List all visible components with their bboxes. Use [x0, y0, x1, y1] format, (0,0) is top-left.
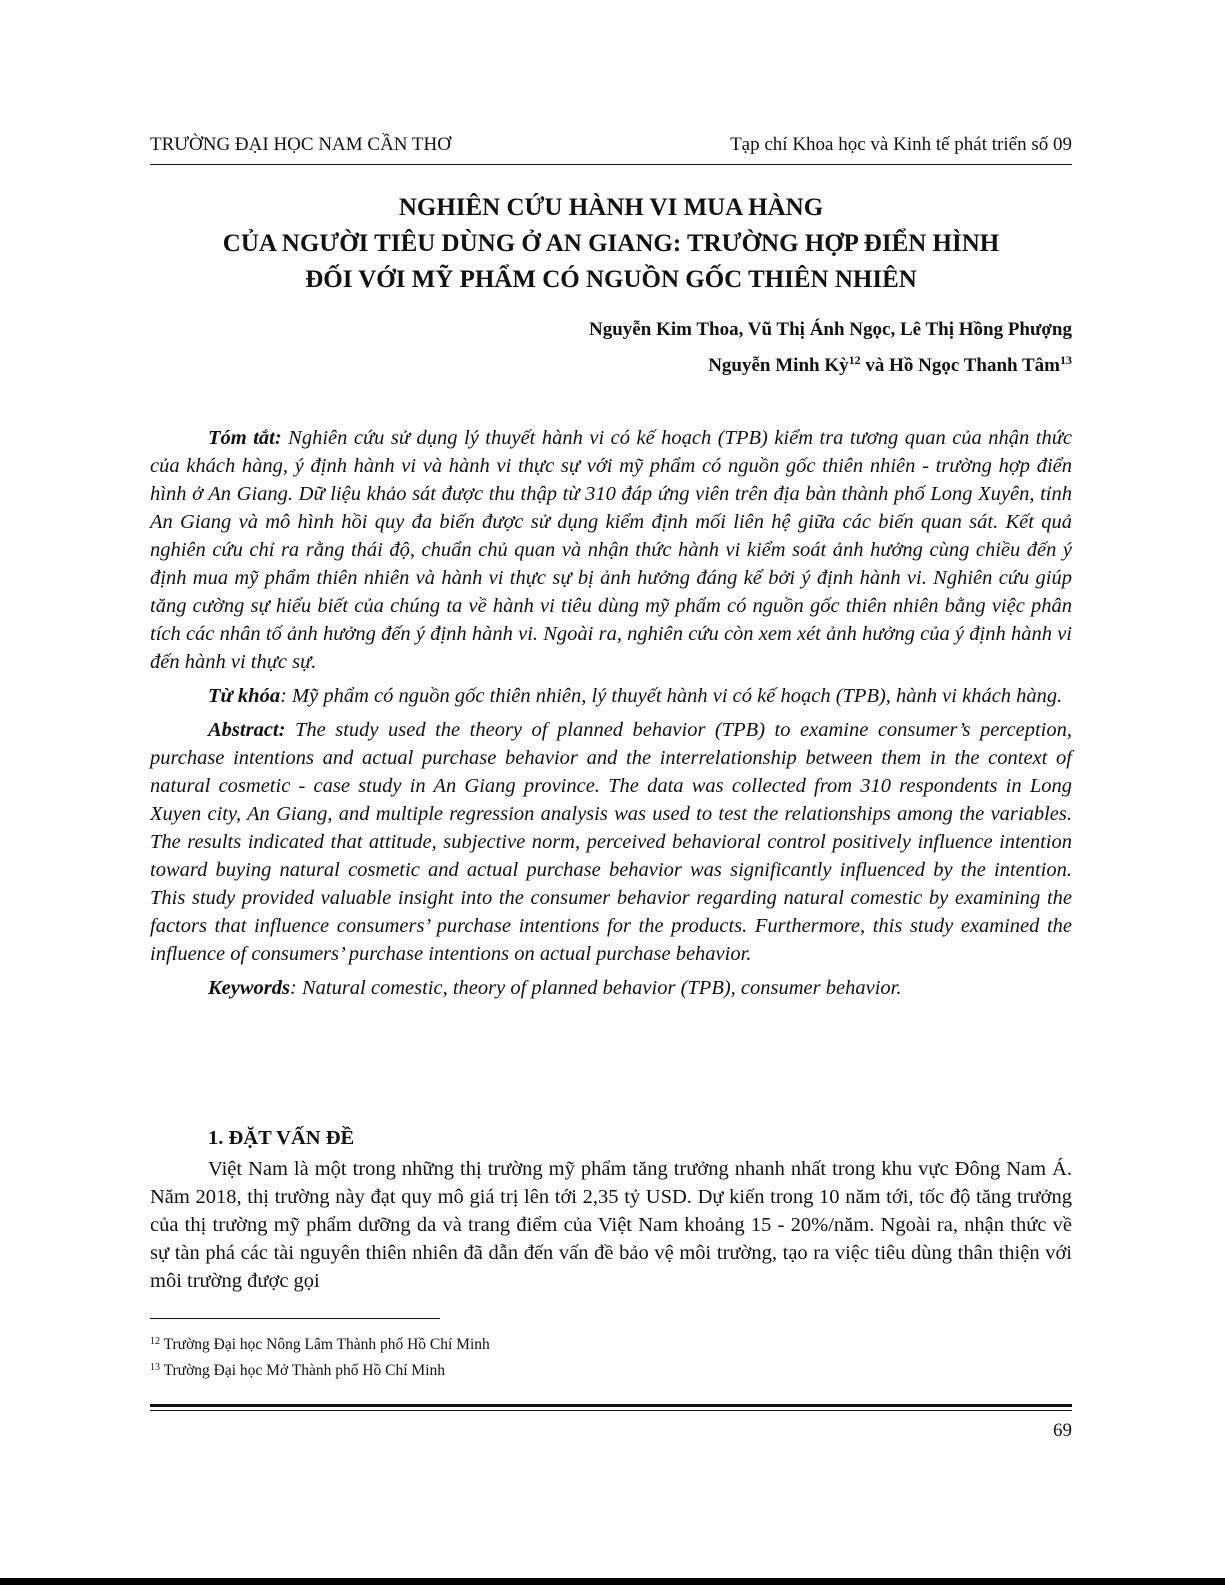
- footnote-mark: 12: [150, 1336, 160, 1347]
- page-number: 69: [1053, 1420, 1072, 1441]
- section-paragraph: Việt Nam là một trong những thị trường mỹ phẩm tăng trưởng nhanh nhất trong khu vực Đông Nam Á. Năm 2018, thị trường này đạt quy mô giá trị lên tới 2,35 tỷ USD. Dự kiến trong 10 năm tới, tốc độ tăng trưởng của thị trường mỹ phẩm dưỡng da và trang điểm của Việt Nam khoảng 15 - 20%/năm. Ngoài ra, nhận thức về sự tàn phá các tài nguyên thiên nhiên đã dẫn đến vấn đề bảo vệ môi trường, tạo ra việc tiêu dùng thân thiện với môi trường được gọi: [150, 1158, 1072, 1292]
- footnote-text: Trường Đại học Mở Thành phố Hồ Chí Minh: [160, 1362, 446, 1379]
- author-list: [150, 312, 1072, 384]
- keywords-vi-label: Từ khóa: [208, 685, 281, 707]
- footnotes: [150, 1332, 1072, 1384]
- abstract-vi-label: Tóm tắt:: [208, 427, 282, 449]
- footnote-mark: 13: [150, 1362, 160, 1373]
- author-name: Nguyễn Minh Kỳ: [708, 355, 849, 376]
- section-introduction: [150, 1123, 1072, 1295]
- title-line-1: NGHIÊN CỨU HÀNH VI MUA HÀNG: [398, 194, 824, 221]
- header-institution: TRƯỜNG ĐẠI HỌC NAM CẦN THƠ: [150, 134, 451, 155]
- abstract-vi-text: Nghiên cứu sử dụng lý thuyết hành vi có kế hoạch (TPB) kiểm tra tương quan của nhận thức của khách hàng, ý định hành vi và hành vi thực sự với mỹ phẩm có nguồn gốc thiên nhiên - trường hợp điển hình ở An Giang. Dữ liệu khảo sát được thu thập từ 310 đáp ứng viên trên địa bàn thành phố Long Xuyên, tỉnh An Giang và mô hình hồi quy đa biến được sử dụng kiểm định mối liên hệ giữa các biến quan sát. Kết quả nghiên cứu chỉ ra rằng thái độ, chuẩn chủ quan và nhận thức hành vi kiểm soát ảnh hưởng cùng chiều đến ý định mua mỹ phẩm thiên nhiên và hành vi thực sự bị ảnh hưởng đáng kể bởi ý định hành vi. Nghiên cứu giúp tăng cường sự hiểu biết của chúng ta về hành vi tiêu dùng mỹ phẩm có nguồn gốc thiên nhiên bằng việc phân tích các nhân tố ảnh hưởng đến ý định hành vi. Ngoài ra, nghiên cứu còn xem xét ảnh hưởng của ý định hành vi đến hành vi thực sự.: [150, 427, 1072, 673]
- abstract-en-label: Abstract:: [208, 719, 286, 741]
- abstract-block: [150, 424, 1072, 1008]
- footnote-ref: 12: [848, 353, 861, 367]
- footer-rule-thick: [150, 1404, 1072, 1407]
- section-heading: 1. ĐẶT VẤN ĐỀ: [208, 1127, 355, 1149]
- authors-line-1: Nguyễn Kim Thoa, Vũ Thị Ánh Ngọc, Lê Thị Hồng Phượng: [589, 319, 1072, 340]
- keywords-en-label: Keywords: [208, 977, 290, 999]
- footnote-item: [150, 1332, 1072, 1358]
- title-line-3: ĐỐI VỚI MỸ PHẨM CÓ NGUỒN GỐC THIÊN NHIÊN: [305, 266, 917, 293]
- author-name: và Hồ Ngọc Thanh Tâm: [860, 355, 1060, 376]
- scan-edge-band: [0, 1578, 1225, 1585]
- title-line-2: CỦA NGƯỜI TIÊU DÙNG Ở AN GIANG: TRƯỜNG HỢP ĐIỂN HÌNH: [222, 230, 1000, 257]
- paper-title: [150, 190, 1072, 298]
- authors-line-2: [150, 348, 1072, 384]
- header-journal: Tạp chí Khoa học và Kinh tế phát triển số 09: [730, 134, 1072, 155]
- footnote-item: [150, 1358, 1072, 1384]
- keywords-en-text: : Natural comestic, theory of planned behavior (TPB), consumer behavior.: [290, 977, 902, 999]
- running-header: [150, 134, 1072, 165]
- keywords-vi-text: : Mỹ phẩm có nguồn gốc thiên nhiên, lý thuyết hành vi có kế hoạch (TPB), hành vi khách hàng.: [280, 685, 1063, 707]
- footnote-text: Trường Đại học Nông Lâm Thành phố Hồ Chí Minh: [160, 1336, 490, 1353]
- abstract-vietnamese: [150, 424, 1072, 676]
- keywords-english: [150, 974, 1072, 1002]
- footer-rule-thin: [150, 1410, 1072, 1411]
- abstract-en-text: The study used the theory of planned behavior (TPB) to examine consumer’s perception, purchase intentions and actual purchase behavior and the interrelationship between them in the context of natural cosmetic - case study in An Giang province. The data was collected from 310 respondents in Long Xuyen city, An Giang, and multiple regression analysis was used to test the relationships among the variables. The results indicated that attitude, subjective norm, perceived behavioral control positively influence intention toward buying natural cosmetic and actual purchase behavior was significantly influenced by the intention. This study provided valuable insight into the consumer behavior regarding natural comestic by examining the factors that influence consumers’ purchase intentions for the products. Furthermore, this study examined the influence of consumers’ purchase intentions on actual purchase behavior.: [150, 719, 1072, 965]
- footnote-divider: [150, 1318, 440, 1319]
- abstract-english: [150, 716, 1072, 968]
- keywords-vietnamese: [150, 682, 1072, 710]
- footnote-ref: 13: [1060, 353, 1072, 367]
